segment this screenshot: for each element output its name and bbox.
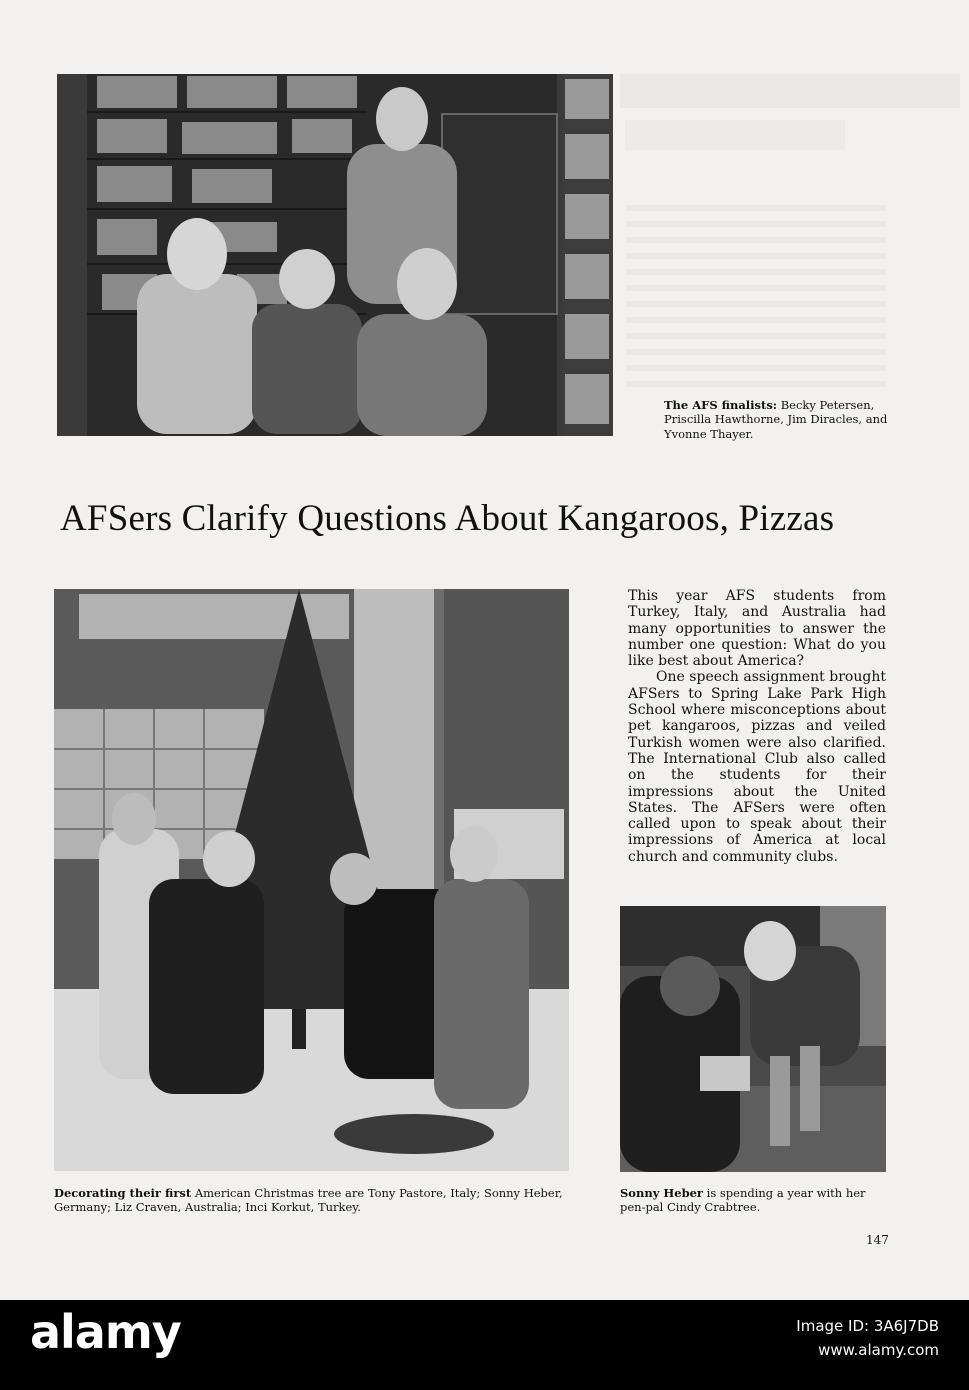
alamy-url: www.alamy.com — [818, 1341, 939, 1359]
image-id: Image ID: 3A6J7DB — [796, 1317, 939, 1335]
caption-lead: Sonny Heber — [620, 1186, 703, 1200]
christmas-tree-photo — [54, 589, 569, 1171]
christmas-tree-caption — [54, 1186, 574, 1215]
page-title: AFSers Clarify Questions About Kangaroos, Pizzas — [60, 498, 835, 539]
bleed-through-block — [620, 74, 960, 108]
article-paragraph: One speech assignment brought AFSers to Spring Lake Park High School where misconceptions about pet kangaroos, pizzas and veiled Turkish women were also clarified. The International Club also called on the students for their impressions about the United States. The AFSers were often called upon to speak about their impressions of America at local church and community clubs. — [628, 669, 886, 865]
pen-pal-caption — [620, 1186, 890, 1215]
afs-finalists-photo — [57, 74, 613, 436]
article-body — [628, 588, 886, 865]
pen-pal-photo-drawing — [620, 906, 886, 1172]
caption-text: American Christmas tree are Tony Pastore, Italy; Sonny Heber, Germany; Liz Craven, Australia; Inci Korkut, Turkey. — [54, 1186, 563, 1215]
afs-finalists-photo-drawing — [57, 74, 613, 436]
alamy-logo: alamy — [30, 1305, 181, 1359]
christmas-tree-photo-drawing — [54, 589, 569, 1171]
caption-text: is spending a year with her pen-pal Cindy Crabtree. — [620, 1186, 866, 1215]
page-number: 147 — [866, 1233, 889, 1247]
caption-text: Becky Petersen, Priscilla Hawthorne, Jim Diracles, and Yvonne Thayer. — [664, 398, 888, 441]
pen-pal-photo — [620, 906, 886, 1172]
caption-lead: The AFS finalists: — [664, 398, 778, 412]
caption-lead: Decorating their first — [54, 1186, 192, 1200]
bleed-through-block — [626, 205, 886, 395]
article-paragraph: This year AFS students from Turkey, Italy, and Australia had many opportunities to answer the number one question: What do you like best about America? — [628, 588, 886, 670]
afs-finalists-caption — [664, 398, 889, 441]
bleed-through-block — [625, 120, 845, 150]
